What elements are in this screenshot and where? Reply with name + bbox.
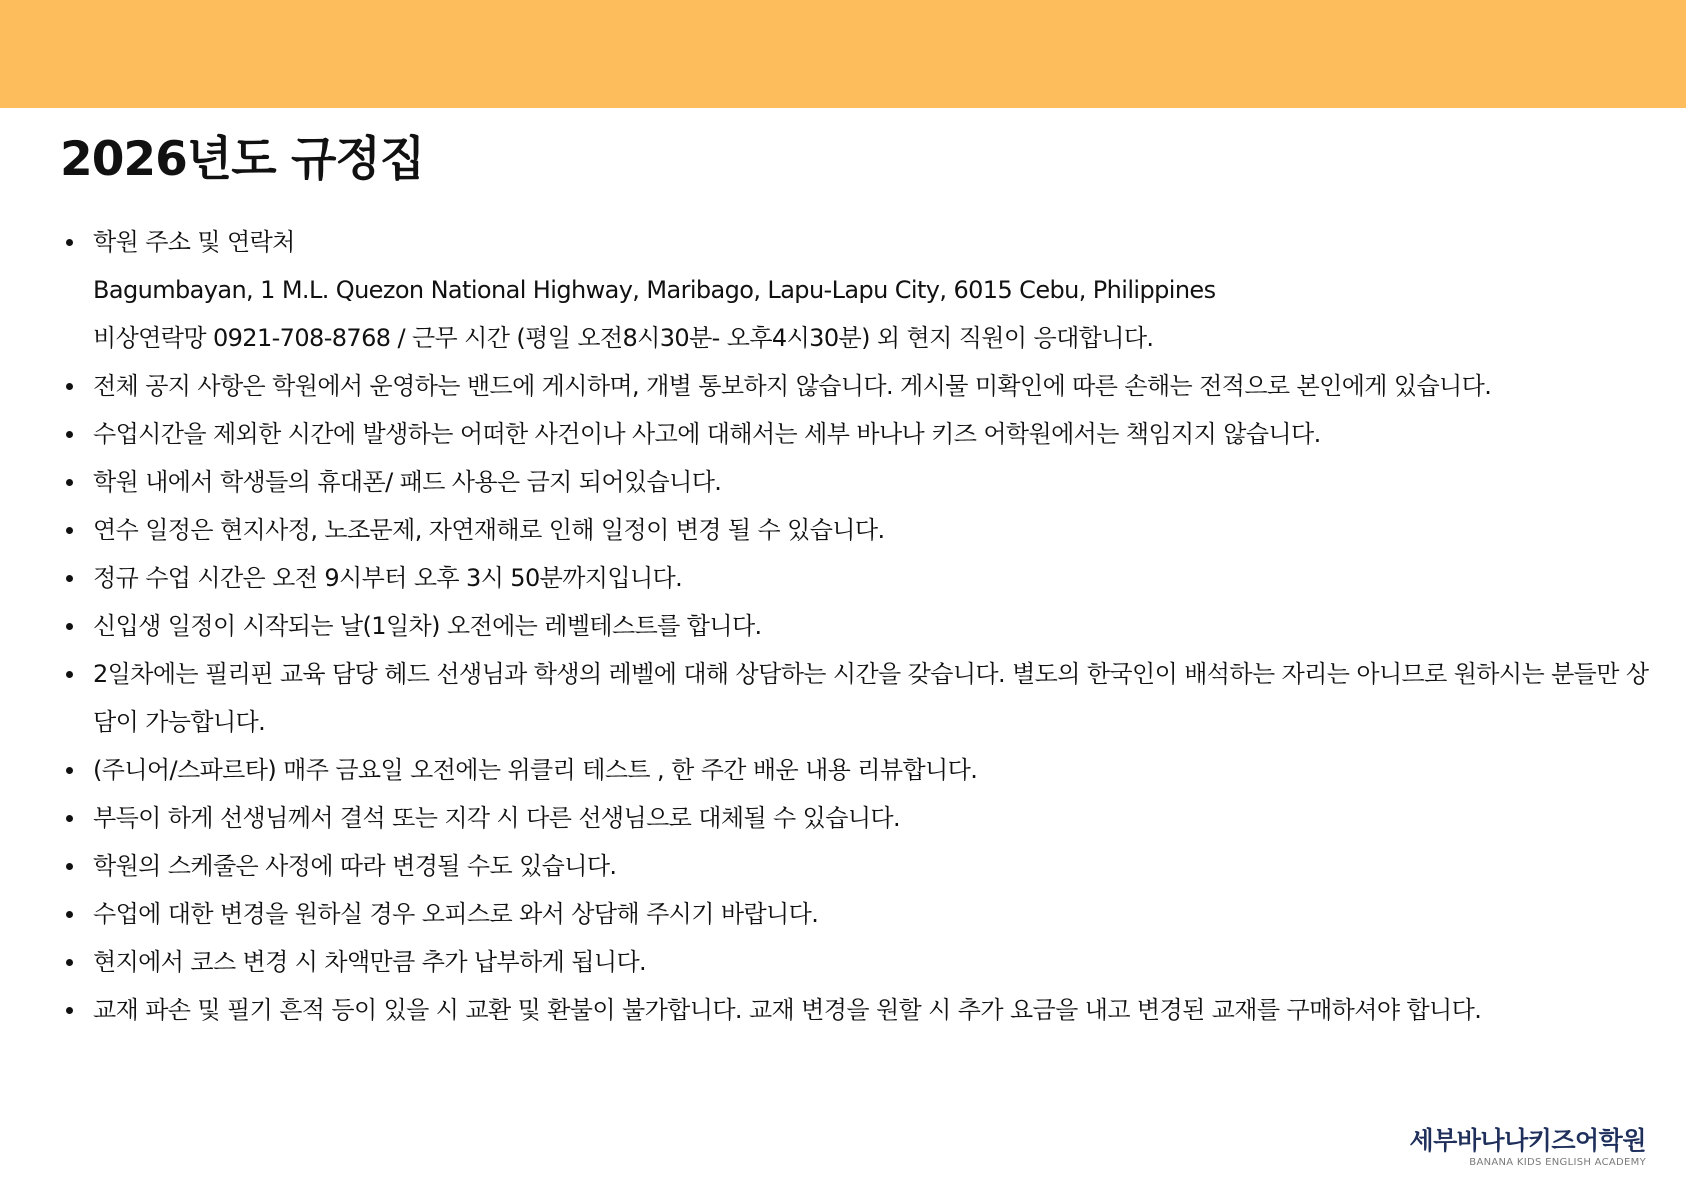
rule-item-contact	[63, 218, 1653, 362]
rule-text: 현지에서 코스 변경 시 차액만큼 추가 납부하게 됩니다.	[93, 948, 647, 976]
logo-tagline: BANANA KIDS ENGLISH ACADEMY	[1469, 1157, 1646, 1168]
rule-item	[63, 602, 1653, 650]
rule-item	[63, 458, 1653, 506]
rule-item	[63, 362, 1653, 410]
rule-item	[63, 650, 1653, 746]
top-color-band	[0, 0, 1686, 108]
rules-list	[63, 218, 1653, 1034]
rule-item	[63, 794, 1653, 842]
academy-logo	[1409, 1126, 1646, 1170]
contact-address: Bagumbayan, 1 M.L. Quezon National Highway, Maribago, Lapu-Lapu City, 6015 Cebu, Philippines	[93, 276, 1216, 304]
rule-item	[63, 506, 1653, 554]
rule-item	[63, 410, 1653, 458]
rule-text: 학원 내에서 학생들의 휴대폰/ 패드 사용은 금지 되어있습니다.	[93, 468, 722, 496]
rule-text: 수업시간을 제외한 시간에 발생하는 어떠한 사건이나 사고에 대해서는 세부 바나나 키즈 어학원에서는 책임지지 않습니다.	[93, 420, 1321, 448]
rule-text: 수업에 대한 변경을 원하실 경우 오피스로 와서 상담해 주시기 바랍니다.	[93, 900, 819, 928]
rule-item	[63, 746, 1653, 794]
rule-item	[63, 986, 1653, 1034]
rule-text: 2일차에는 필리핀 교육 담당 헤드 선생님과 학생의 레벨에 대해 상담하는 시간을 갖습니다. 별도의 한국인이 배석하는 자리는 아니므로 원하시는 분들만 상담이 가능합니다.	[93, 660, 1649, 736]
rule-text: 학원의 스케줄은 사정에 따라 변경될 수도 있습니다.	[93, 852, 617, 880]
contact-label: 학원 주소 및 연락처	[93, 228, 295, 256]
rule-text: 연수 일정은 현지사정, 노조문제, 자연재해로 인해 일정이 변경 될 수 있습니다.	[93, 516, 885, 544]
rule-text: (주니어/스파르타) 매주 금요일 오전에는 위클리 테스트 , 한 주간 배운 내용 리뷰합니다.	[93, 756, 978, 784]
rule-item	[63, 938, 1653, 986]
rule-text: 전체 공지 사항은 학원에서 운영하는 밴드에 게시하며, 개별 통보하지 않습니다. 게시물 미확인에 따른 손해는 전적으로 본인에게 있습니다.	[93, 372, 1492, 400]
rule-text: 신입생 일정이 시작되는 날(1일차) 오전에는 레벨테스트를 합니다.	[93, 612, 762, 640]
rule-item	[63, 842, 1653, 890]
rule-text: 정규 수업 시간은 오전 9시부터 오후 3시 50분까지입니다.	[93, 564, 683, 592]
page-title: 2026년도 규정집	[60, 132, 425, 187]
contact-emergency: 비상연락망 0921-708-8768 / 근무 시간 (평일 오전8시30분- 오후4시30분) 외 현지 직원이 응대합니다.	[93, 324, 1154, 352]
rule-text: 부득이 하게 선생님께서 결석 또는 지각 시 다른 선생님으로 대체될 수 있습니다.	[93, 804, 901, 832]
rule-item	[63, 554, 1653, 602]
rule-item	[63, 890, 1653, 938]
logo-name: 세부바나나키즈어학원	[1409, 1126, 1646, 1155]
rule-text: 교재 파손 및 필기 흔적 등이 있을 시 교환 및 환불이 불가합니다. 교재 변경을 원할 시 추가 요금을 내고 변경된 교재를 구매하셔야 합니다.	[93, 996, 1482, 1024]
